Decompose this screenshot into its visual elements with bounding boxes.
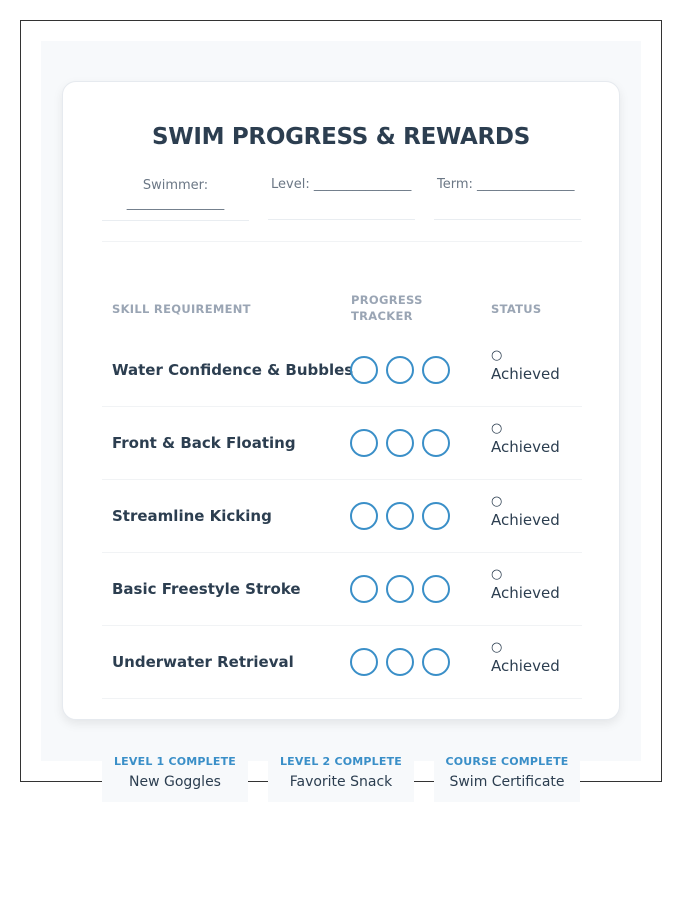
reward-milestone: LEVEL 2 COMPLETE — [279, 755, 403, 768]
rewards-row — [102, 752, 580, 802]
progress-circle-icon[interactable] — [422, 429, 450, 457]
table-row — [102, 480, 582, 553]
level-field[interactable] — [268, 177, 415, 220]
progress-tracker — [350, 429, 450, 457]
divider — [102, 241, 582, 242]
progress-circle-icon[interactable] — [386, 575, 414, 603]
header-skill: SKILL REQUIREMENT — [112, 302, 251, 316]
status-cell[interactable] — [491, 421, 560, 458]
status-checkbox-icon[interactable]: ○ — [491, 567, 503, 582]
reward-course — [434, 752, 580, 802]
progress-circle-icon[interactable] — [422, 502, 450, 530]
status-label: Achieved — [491, 511, 560, 529]
reward-milestone: LEVEL 1 COMPLETE — [113, 755, 237, 768]
progress-circle-icon[interactable] — [350, 429, 378, 457]
term-label: Term: _______________ — [437, 177, 575, 192]
reward-prize: Favorite Snack — [289, 774, 393, 790]
term-field[interactable] — [434, 177, 581, 220]
swimmer-label: Swimmer: — [142, 178, 209, 193]
reward-prize: Swim Certificate — [449, 774, 565, 790]
status-checkbox-icon[interactable]: ○ — [491, 494, 503, 509]
table-row — [102, 553, 582, 626]
progress-circle-icon[interactable] — [422, 356, 450, 384]
status-checkbox-icon[interactable]: ○ — [491, 640, 503, 655]
info-fields — [102, 177, 582, 221]
skill-name: Underwater Retrieval — [112, 653, 294, 671]
reward-prize: New Goggles — [129, 774, 221, 790]
swimmer-field[interactable] — [102, 177, 249, 221]
table-row — [102, 626, 582, 699]
status-label: Achieved — [491, 365, 560, 383]
status-cell[interactable] — [491, 640, 560, 677]
header-status: STATUS — [491, 302, 542, 316]
reward-level-2 — [268, 752, 414, 802]
progress-tracker — [350, 575, 450, 603]
progress-tracker — [350, 356, 450, 384]
skill-name: Streamline Kicking — [112, 507, 272, 525]
header-tracker-line2: TRACKER — [351, 309, 413, 323]
status-cell[interactable] — [491, 348, 560, 385]
reward-milestone: COURSE COMPLETE — [445, 755, 569, 768]
skill-name: Front & Back Floating — [112, 434, 296, 452]
status-label: Achieved — [491, 438, 560, 456]
skill-table — [102, 334, 582, 699]
status-checkbox-icon[interactable]: ○ — [491, 421, 503, 436]
progress-card — [62, 81, 620, 720]
progress-circle-icon[interactable] — [422, 648, 450, 676]
progress-circle-icon[interactable] — [350, 575, 378, 603]
table-row — [102, 334, 582, 407]
status-cell[interactable] — [491, 567, 560, 604]
progress-circle-icon[interactable] — [422, 575, 450, 603]
progress-tracker — [350, 502, 450, 530]
progress-tracker — [350, 648, 450, 676]
skill-name: Basic Freestyle Stroke — [112, 580, 301, 598]
level-label: Level: _______________ — [271, 177, 412, 192]
progress-circle-icon[interactable] — [386, 429, 414, 457]
progress-circle-icon[interactable] — [386, 356, 414, 384]
progress-circle-icon[interactable] — [350, 502, 378, 530]
progress-circle-icon[interactable] — [350, 356, 378, 384]
page-title: SWIM PROGRESS & REWARDS — [151, 124, 530, 150]
table-row — [102, 407, 582, 480]
header-tracker — [351, 292, 423, 324]
status-label: Achieved — [491, 584, 560, 602]
header-tracker-line1: PROGRESS — [351, 293, 423, 307]
reward-level-1 — [102, 752, 248, 802]
progress-circle-icon[interactable] — [386, 648, 414, 676]
status-label: Achieved — [491, 657, 560, 675]
status-cell[interactable] — [491, 494, 560, 531]
table-header — [102, 292, 582, 332]
status-checkbox-icon[interactable]: ○ — [491, 348, 503, 363]
progress-circle-icon[interactable] — [386, 502, 414, 530]
progress-circle-icon[interactable] — [350, 648, 378, 676]
skill-name: Water Confidence & Bubbles — [112, 361, 354, 379]
swimmer-blank: _______________ — [126, 196, 225, 211]
